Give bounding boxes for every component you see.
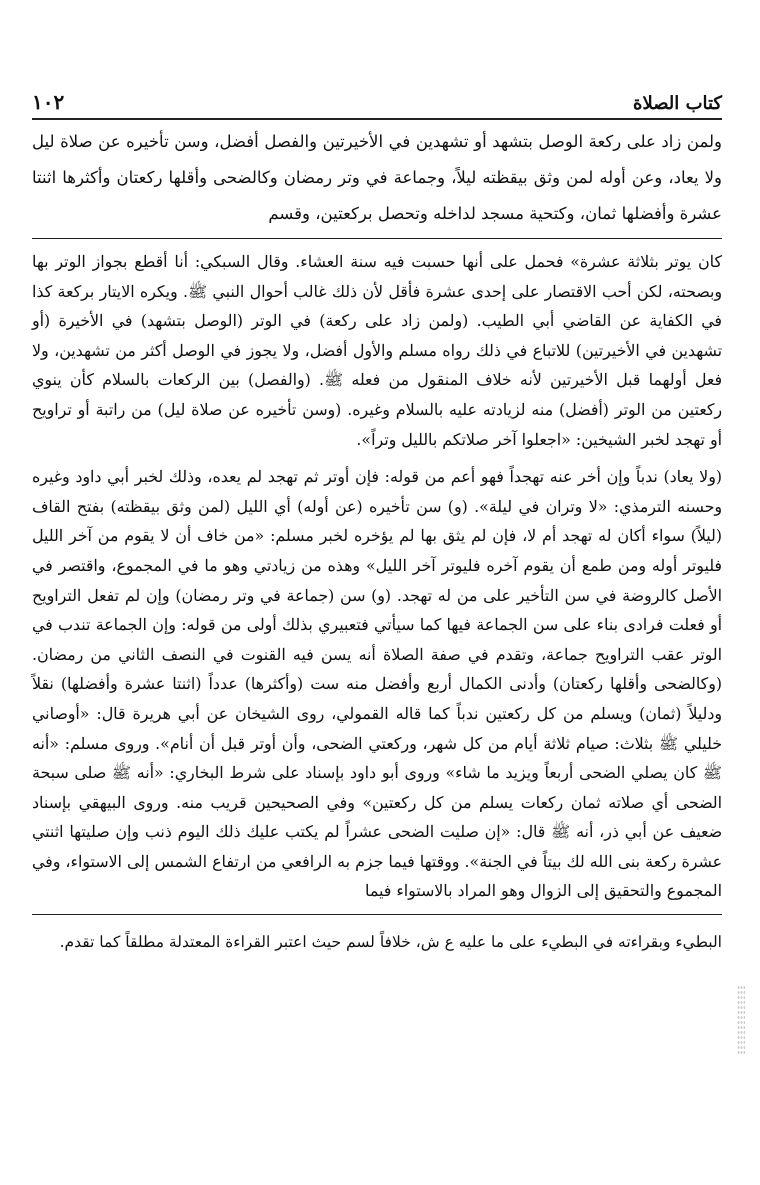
chapter-title: كتاب الصلاة bbox=[633, 93, 722, 114]
page-number: ١٠٢ bbox=[32, 90, 65, 114]
footnote-divider bbox=[32, 914, 722, 915]
commentary-paragraph-2: (ولا يعاد) ندباً وإن أخر عنه تهجداً فهو أعم من قوله: فإن أوتر ثم تهجد لم يعده، وذلك لخبر أبي داود وغيره وحسنه الترمذي: «لا وتران في ليلة». (و) سن تأخيره (عن أوله) أي الليل (لمن وثق بيقظته) بفتح القاف (ليلاً) سواء أكان له تهجد أم لا، فإن لم يثق بها لم يؤخره لخبر مسلم: «من خاف أن لا يقوم من آخر الليل فليوتر أوله ومن طمع أن يقوم آخره فليوتر آخر الليل» وهذه من زيادتي وهو ما في المجموع، واقتصر في الأصل كالروضة في سن التأخير على من له تهجد. (و) سن (جماعة في وتر رمضان) وإن لم تفعل التراويح أو فعلت فرادى بناء على سن الجماعة فيها كما سيأتي فتعبيري بذلك أولى من قوله: وإن الجماعة تندب في الوتر عقب التراويح جماعة، وتقدم في صفة الصلاة أنه يسن فيه القنوت في النصف الثاني من رمضان. (وكالضحى وأقلها ركعتان) وأدنى الكمال أربع وأفضل منه ست (وأكثرها) عدداً (اثنتا عشرة وأفضلها) نقلاً ودليلاً (ثمان) ويسلم من كل ركعتين ندباً كما قاله القمولي، روى الشيخان عن أبي هريرة قال: «أوصاني خليلي ﷺ بثلاث: صيام ثلاثة أيام من كل شهر، وركعتي الضحى، وأن أوتر قبل أن أنام». وروى مسلم: «أنه ﷺ كان يصلي الضحى أربعاً ويزيد ما شاء» وروى أبو داود بإسناد على شرط البخاري: «أنه ﷺ صلى سبحة الضحى أي صلاته ثمان ركعات يسلم من كل ركعتين» وفي الصحيحين قريب منه. وروى البيهقي بإسناد ضعيف عن أبي ذر، أنه ﷺ قال: «إن صليت الضحى عشراً لم يكتب عليك ذلك اليوم ذنب وإن صليتها اثنتي عشرة ركعة بنى الله لك بيتاً في الجنة». ووقتها فيما جزم به الرافعي من ارتفاع الشمس إلى الاستواء، وفي المجموع والتحقيق إلى الزوال وهو المراد بالاستواء فيما bbox=[32, 467, 722, 901]
matn-text: ولمن زاد على ركعة الوصل بتشهد أو تشهدين في الأخيرتين والفصل أفضل، وسن تأخيره عن صلاة ليل ولا يعاد، وعن أوله لمن وثق بيقظته ليلاً، وجماعة في وتر رمضان وكالضحى وأقلها ركعتان وأكثرها اثنتا عشرة وأفضلها ثمان، وكتحية مسجد لداخله وتحصل بركعتين، وقسم bbox=[32, 132, 722, 223]
book-page bbox=[32, 90, 722, 963]
scan-margin-speckle bbox=[737, 985, 745, 1055]
commentary-paragraph-1: كان يوتر بثلاثة عشرة» فحمل على أنها حسبت فيه سنة العشاء. وقال السبكي: أنا أقطع بجواز الوتر بها وبصحته، لكن أحب الاقتصار على إحدى عشرة فأقل لأن ذلك غالب أحوال النبي ﷺ. ويكره الايتار بركعة كذا في الكفاية عن القاضي أبي الطيب. (ولمن زاد على ركعة) في الوتر (الوصل بتشهد) في الأخيرة (أو تشهدين في الأخيرتين) للاتباع في ذلك رواه مسلم والأول أفضل، ولا يجوز في الوصل أكثر من تشهدين، ولا فعل أولهما قبل الأخيرتين لأنه خلاف المنقول من فعله ﷺ. (والفصل) بين الركعات بالسلام كأن ينوي ركعتين من الوتر (أفضل) منه لزيادته عليه بالسلام وغيره. (وسن تأخيره عن صلاة ليل) من راتبة أو تراويح أو تهجد لخبر الشيخين: «اجعلوا آخر صلاتكم بالليل وتراً». bbox=[32, 252, 722, 449]
matn-divider bbox=[32, 238, 722, 239]
header-rule bbox=[32, 118, 722, 120]
running-head bbox=[32, 90, 722, 116]
footnote-text: البطيء وبقراءته في البطيء على ما عليه ع ش، خلافاً لسم حيث اعتبر القراءة المعتدلة مطلقاً كما تقدم. bbox=[59, 933, 722, 952]
